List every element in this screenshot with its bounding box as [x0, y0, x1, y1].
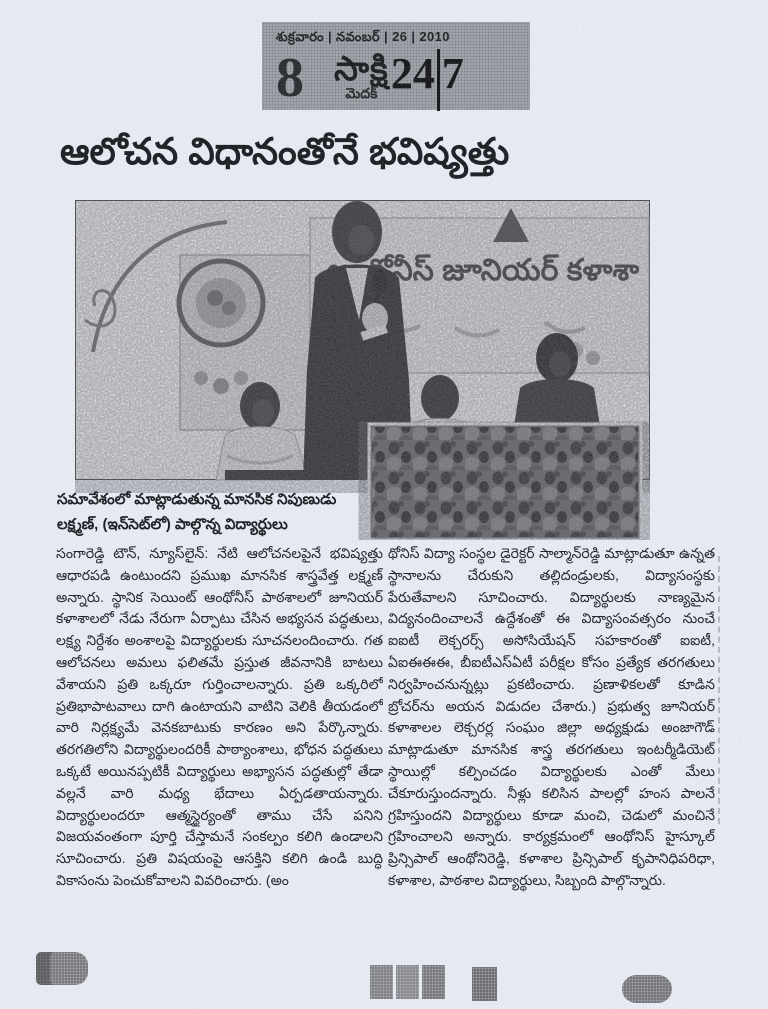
edition-district: మెదక్: [345, 85, 378, 101]
scan-mark-square-3: [422, 965, 445, 999]
edition-divider-bar: [437, 49, 440, 111]
edition-247: [391, 49, 464, 111]
scan-mark-left: [36, 952, 88, 985]
scan-mark-square-2: [396, 965, 419, 999]
paper-name-block: [334, 49, 389, 105]
photo-caption-line1: సమావేశంలో మాట్లాడుతున్న మానసిక నిపుణుడు: [57, 491, 337, 508]
paper-name: సాక్షి: [334, 50, 389, 88]
article-headline: ఆలోచన విధానంతోనే భవిష్యత్తు: [60, 131, 510, 172]
edition-7: 7: [441, 49, 464, 98]
article-column-1: సంగారెడ్డి టౌన్, న్యూస్‌లైన్: నేటి ఆలోచనలపైనే భవిష్యత్తు ఆధారపడి ఉంటుందని ప్రముఖ మానసిక శాస్త్రవేత్త లక్ష్మణ్ అన్నారు. స్థానిక సెయింట్ ఆంథోనీస్ పాఠశాలలో జూనియర్ కళాశాలలో నేడు నేరుగా ఏర్పాటు చేసిన అభ్యసన పద్ధతులు, లక్ష్య నిర్దేశం అంశాలపై విద్యార్థులకు సూచనలందించారు. గత ఆలోచనలు అమలు ఫలితమే ప్రస్తుత జీవనానికి బాటలు వేశాయని ప్రతి ఒక్కరూ గుర్తించాలన్నారు. ప్రతి ఒక్కరిలో ప్రతిభాపాటవాలు దాగి ఉంటాయని వాటిని వెలికి తీయడంలో వారి నిర్లక్ష్యమే వెనకబాటుకు కారణం అని పేర్కొన్నారు. తరగతిలోని విద్యార్థులందరికీ పాఠ్యాంశాలు, భోధన పద్ధతులు ఒక్కటే అయినప్పటికీ విద్యార్థులు అభ్యాసన పద్ధతుల్లో తేడా వల్లనే వారి మధ్య భేదాలు ఏర్పడతాయన్నారు. విద్యార్థులందరూ ఆత్మస్థైర్యంతో తాము చేసే పనిని విజయవంతంగా పూర్తి చేస్తామనే సంకల్పం కలిగి ఉండాలని సూచించారు. ప్రతి విషయంపై ఆసక్తిని కలిగి ఉండి బుద్ధి వికాసంను పెంచుకోవాలని వివరించారు. (అం: [56, 545, 383, 888]
photo-caption-line2: లక్ష్మణ్, (ఇన్‌సెట్‌లో) పాల్గొన్న విద్యార్థులు: [57, 516, 288, 533]
masthead: [262, 22, 530, 110]
masthead-row: [276, 49, 518, 111]
scan-mark-square-1: [370, 965, 393, 999]
page-number: 8: [276, 47, 304, 109]
scan-mark-right: [622, 975, 672, 1003]
photo-caption: [57, 487, 369, 537]
masthead-date: శుక్రవారం | నవంబర్ | 26 | 2010: [276, 29, 450, 44]
edition-24: 24: [390, 49, 435, 98]
column-edge-dashed-line: [718, 556, 720, 824]
inset-photo: [368, 423, 642, 540]
scan-mark-square-4: [472, 967, 497, 1001]
article-column-2: థోనిస్ విద్యా సంస్థల డైరెక్టర్ సాల్మాన్‌రెడ్డి మాట్లాడుతూ ఉన్నత స్థానాలను చేరుకుని తల్లిదండ్రులకు, విద్యాసంస్థకు పేరుతేవాలని సూచించారు. విద్యార్థులకు నాణ్యమైన విద్యనందించాలనే ఉద్దేశంతో ఈ విద్యాసంవత్సరం నుంచే ఐఐటీ లెక్చరర్స్ అసోసియేషన్ సహకారంతో ఐఐటీ, ఏఐఈఈఈ, బీఐటీఎస్ఏటీ పరీక్షల కోసం ప్రత్యేక తరగతులు నిర్వహించనున్నట్లు ప్రకటించారు. ప్రణాళికలతో కూడిన బ్రోచర్‌ను అయన విడుదల చేశారు.) ప్రభుత్వ జూనియర్ కళాశాలల లెక్చరర్ల సంఘం జిల్లా అధ్యక్షుడు అంజాగౌడ్ మాట్లాడుతూ మానసిక శాస్త్ర తరగతులు ఇంటర్మీడియెట్ స్థాయిల్లో కల్పించడం విద్యార్థులకు ఎంతో మేలు చేకూరుస్తుందన్నారు. నీళ్లు కలిసిన పాలల్లో హంస పాలనే గ్రహిస్తుందని విద్యార్థులు కూడా మంచి, చెడులో మంచినే గ్రహించాలని అన్నారు. కార్యక్రమంలో ఆంథోనిస్ హైస్కూల్ ప్రిన్సిపాల్ ఆంథోనిరెడ్డి, కళాశాల ప్రిన్సిపాల్ కృపానిధిపరిధా, కళాశాల, పాఠశాల విద్యార్థులు, సిబ్బంది పాల్గొన్నారు.: [388, 545, 715, 888]
